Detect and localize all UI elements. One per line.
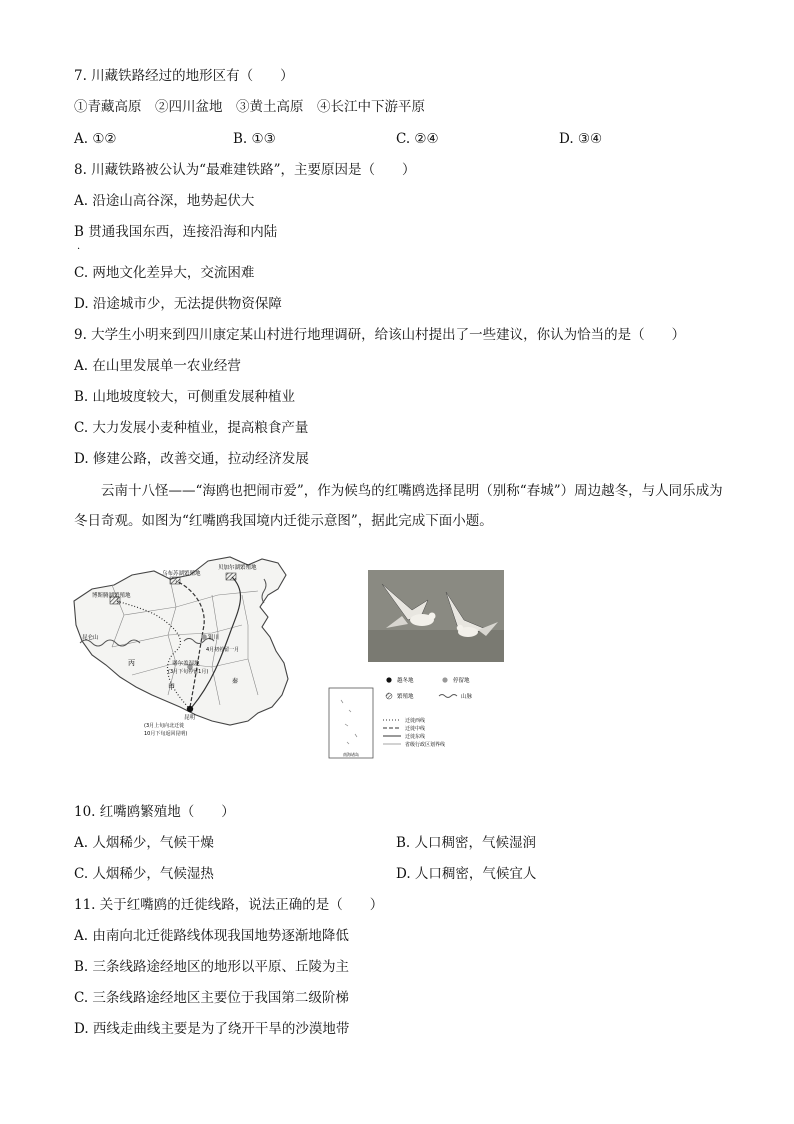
- map-label: 银川: [208, 635, 220, 641]
- q7-items: ①青藏高原 ②四川盆地 ③黄土高原 ④长江中下游平原: [74, 99, 425, 115]
- q11-option-d[interactable]: D. 西线走曲线主要是为了绕开干旱的沙漠地带: [74, 1021, 350, 1037]
- stopover-marker: [201, 634, 207, 640]
- south-sea-inset: [329, 688, 373, 758]
- map-label: 丙: [128, 659, 135, 667]
- q7-option-c[interactable]: C. ②④: [396, 131, 439, 147]
- gull-photo: [368, 570, 504, 662]
- q7-option-d[interactable]: D. ③④: [559, 131, 603, 147]
- legend-item: 迁徙中线: [405, 726, 426, 732]
- map-label: 贝加尔湖繁殖地: [218, 565, 257, 571]
- map-label: (3月上旬向北迁徙: [144, 723, 185, 729]
- q7-option-b[interactable]: B. ①③: [233, 131, 276, 147]
- q10-option-a[interactable]: A. 人烟稀少，气候干燥: [74, 835, 214, 851]
- legend-item: 越冬地: [397, 678, 414, 684]
- legend-wintering-marker: [386, 677, 391, 682]
- map-label: (3月下旬停留1月): [168, 669, 209, 675]
- map-label: 诺尔盖湿地: [172, 661, 200, 667]
- map-label: 博斯腾湖繁殖地: [92, 593, 131, 599]
- legend-item: 迁徙东线: [405, 734, 426, 740]
- q9-option-d[interactable]: D. 修建公路，改善交通，拉动经济发展: [74, 451, 309, 467]
- migration-map: [72, 555, 334, 760]
- legend-stopover-marker: [442, 677, 447, 682]
- map-label: 南海诸岛: [343, 752, 359, 757]
- q10-option-c[interactable]: C. 人烟稀少，气候湿热: [74, 866, 214, 882]
- q11-option-b[interactable]: B. 三条线路途经地区的地形以平原、丘陵为主: [74, 959, 350, 975]
- q10-option-d[interactable]: D. 人口稠密，气候宜人: [396, 866, 537, 882]
- q8-option-c[interactable]: C. 两地文化差异大，交流困难: [74, 265, 255, 281]
- map-label: 甲: [168, 683, 175, 691]
- q10-stem: 10. 红嘴鸥繁殖地（ ）: [74, 804, 235, 820]
- q7-stem: 7. 川藏铁路经过的地形区有（ ）: [74, 68, 294, 84]
- map-label: 乌布苏湖繁殖地: [162, 571, 201, 577]
- q11-option-c[interactable]: C. 三条线路途经地区主要位于我国第二级阶梯: [74, 990, 349, 1006]
- q7-option-a[interactable]: A. ①②: [74, 131, 117, 147]
- map-label: 10月下旬返回昆明): [144, 731, 188, 737]
- q9-option-a[interactable]: A. 在山里发展单一农业经营: [74, 358, 241, 374]
- q10-option-b[interactable]: B. 人口稠密，气候湿润: [396, 835, 537, 851]
- legend-item: 省级行政区划界线: [405, 742, 446, 748]
- q8-option-b[interactable]: B 贯通我国东西，连接沿海和内陆: [74, 224, 278, 240]
- reading-passage: 云南十八怪——“海鸥也把闹市爱”，作为候鸟的红嘴鸥选择昆明（别称“春城”）周边越冬，与人同乐成为冬日奇观。如图为“红嘴鸥我国境内迁徙示意图”，据此完成下面小题。: [74, 483, 723, 529]
- wintering-site-marker: [187, 706, 193, 712]
- map-legend: [327, 670, 509, 762]
- q11-option-a[interactable]: A. 由南向北迁徙路线体现我国地势逐渐地降低: [74, 928, 349, 944]
- q9-option-c[interactable]: C. 大力发展小麦种植业，提高粮食产量: [74, 420, 309, 436]
- legend-item: 山脉: [461, 694, 473, 700]
- legend-mountain-symbol: [439, 695, 457, 698]
- legend-item: 迁徙西线: [405, 718, 426, 724]
- q9-stem: 9. 大学生小明来到四川康定某山村进行地理调研，给该山村提出了一些建议，你认为恰当的是（ ）: [74, 327, 686, 343]
- map-label: 昆仑山: [82, 635, 99, 641]
- stray-dot: ·: [77, 244, 81, 255]
- map-label: 秦: [232, 678, 239, 685]
- legend-item: 停留地: [453, 678, 470, 684]
- q8-option-a[interactable]: A. 沿途山高谷深，地势起伏大: [74, 193, 255, 209]
- map-label: 4月初停留一月: [206, 647, 240, 653]
- legend-breeding-marker: [386, 693, 392, 699]
- q11-stem: 11. 关于红嘴鸥的迁徙线路，说法正确的是（ ）: [74, 897, 384, 913]
- q9-option-b[interactable]: B. 山地坡度较大，可侧重发展种植业: [74, 389, 296, 405]
- q8-option-d[interactable]: D. 沿途城市少，无法提供物资保障: [74, 296, 282, 312]
- legend-item: 繁殖地: [397, 694, 414, 700]
- q8-stem: 8. 川藏铁路被公认为“最难建铁路”，主要原因是（ ）: [74, 162, 416, 178]
- map-label: 昆明: [184, 715, 196, 721]
